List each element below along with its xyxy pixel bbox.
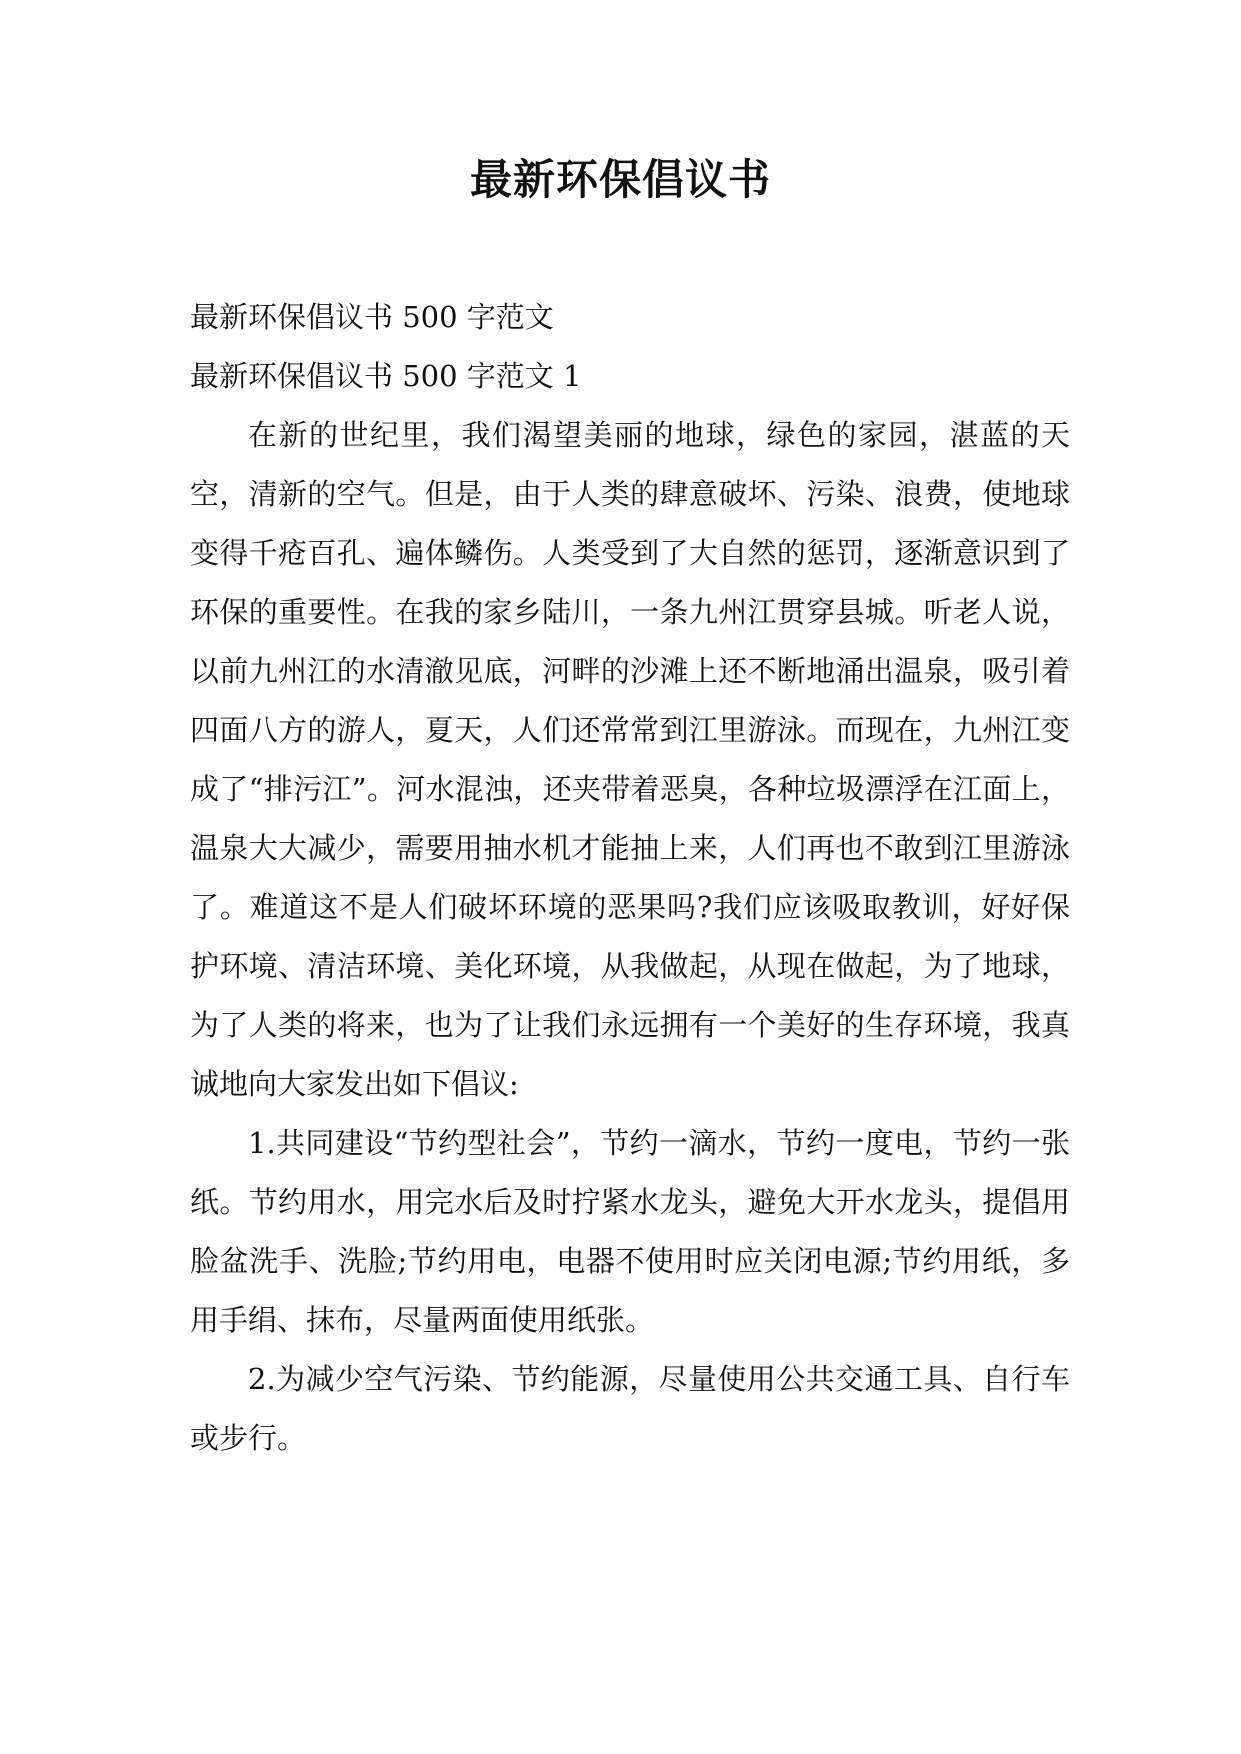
paragraph-proposal-1: 1.共同建设“节约型社会”，节约一滴水，节约一度电，节约一张纸。节约用水，用完水后及时拧紧水龙头，避免大开水龙头，提倡用脸盆洗手、洗脸;节约用电，电器不使用时应关闭电源;节约用纸，多用手绢、抹布，尽量两面使用纸张。 — [190, 1126, 1070, 1337]
document-title: 最新环保倡议书 — [469, 155, 771, 204]
paragraph-proposal-2: 2.为减少空气污染、节约能源，尽量使用公共交通工具、自行车或步行。 — [190, 1362, 1070, 1455]
document-body — [190, 288, 1070, 1468]
subtitle-1: 最新环保倡议书 500 字范文 — [190, 300, 554, 334]
subtitle-2: 最新环保倡议书 500 字范文 1 — [190, 359, 582, 393]
paragraph-intro: 在新的世纪里，我们渴望美丽的地球，绿色的家园，湛蓝的天空，清新的空气。但是，由于人类的肆意破坏、污染、浪费，使地球变得千疮百孔、遍体鳞伤。人类受到了大自然的惩罚，逐渐意识到了环保的重要性。在我的家乡陆川，一条九州江贯穿县城。听老人说，以前九州江的水清澈见底，河畔的沙滩上还不断地涌出温泉，吸引着四面八方的游人，夏天，人们还常常到江里游泳。而现在，九州江变成了“排污江”。河水混浊，还夹带着恶臭，各种垃圾漂浮在江面上，温泉大大减少，需要用抽水机才能抽上来，人们再也不敢到江里游泳了。难道这不是人们破坏环境的恶果吗?我们应该吸取教训，好好保护环境、清洁环境、美化环境，从我做起，从现在做起，为了地球，为了人类的将来，也为了让我们永远拥有一个美好的生存环境，我真诚地向大家发出如下倡议: — [190, 418, 1070, 1101]
